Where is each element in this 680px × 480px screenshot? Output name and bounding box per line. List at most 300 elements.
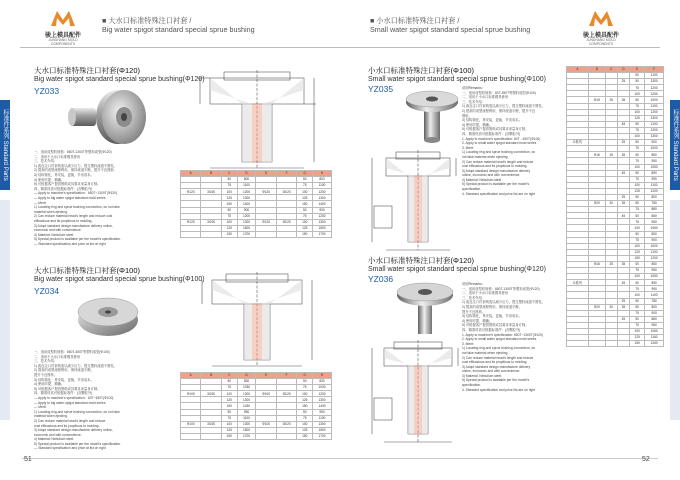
note-line: 5) 可根据客户提供图纸或其要求来量身订制。 [34,386,101,391]
table-cell: 900 [645,237,664,243]
table-header-cell: F [276,171,297,177]
table-cell [181,231,201,237]
left-header-cn: ■ 大水口标准特殊注口衬套 / [102,16,192,25]
brand-name: 骏上模具配件 [44,33,81,39]
table-cell: 50 [629,316,644,322]
note-line: specification. [462,187,482,192]
table-cell: 1200 [237,189,256,195]
note-line: online, economic and with convenience. [462,369,521,374]
table-cell: 990 [645,286,664,292]
note-line: 4) Material: Nebulium steel. [34,232,75,237]
table-header-cell: A [567,67,589,73]
note-line: 3. Merit: [462,341,474,346]
product-title-en: Big water spigot standard special sprue bushing(Φ100) [34,276,205,283]
table-cell [276,433,297,439]
table-cell: Φ120 [256,189,276,195]
note-line: 二、适用于大水口标准模具使用 [34,354,81,359]
note-line: 4) 使用时提，精确。 [462,318,493,323]
note-line: — Apply to big water spigot standard mold series [34,400,106,405]
table-cell: 100 [297,421,313,427]
note-line: not take material when ejecting. [462,154,509,159]
product-title-yz034 [34,266,205,284]
table-cell: 25 [617,79,629,85]
table-cell: Φ100 [181,421,201,427]
table-cell: 75 [629,219,644,225]
table-cell: 30 [605,201,617,207]
note-line: 提升不良图析。 [34,372,58,377]
table-cell: 125 [629,249,644,255]
table-cell: 1300 [237,397,256,403]
table-cell: 125 [297,427,313,433]
product-title-cn: 大水口标准特殊注口衬套(Φ100) [34,266,140,275]
table-cell: 1500 [313,427,332,433]
notes-yz034 [34,350,154,451]
table-cell: 50 [221,379,237,385]
table-cell: 150 [221,231,237,237]
table-cell: 800 [645,304,664,310]
table-cell: 30/20 [276,189,297,195]
table-cell: 35 [617,97,629,103]
table-cell: 890 [645,170,664,176]
note-line: — Apply to machine's specification：60T~450T(Φ100) [34,395,114,400]
note-line: 4) Material: Nebulium steel. [462,177,503,182]
table-cell: 45 [617,121,629,127]
table-cell: 30/20 [201,421,222,427]
table-cell: 100 [221,189,237,195]
table-cell: 1200 [645,188,664,194]
table-cell: 50 [629,121,644,127]
table-cell: 50 [629,152,644,158]
table-cell: 890 [645,280,664,286]
note-line: 提升不良图析。 [462,309,486,314]
table-cell: 75 [297,415,313,421]
note-line: 四、精准材质可根据标准件：(各颗粒外) [34,391,93,396]
note-line: — Apply to big water spigot standard mold series [34,195,106,200]
note-line: 1) 改良注口衬套构造以减少压力，提交塑料流道不圆性。 [462,104,545,109]
note-line: online, economic and with convenience. [462,173,521,178]
side-tab-cn: 标准件系列 [672,109,678,140]
table-cell: 100 [221,421,237,427]
table-cell: 1300 [237,219,256,225]
note-line: — Apply to machine's specification：650T~1300T(Φ120) [34,191,118,196]
note-line: 2) 提高的成型流程利用，保持流道平衡，提升不良图析。 [34,168,117,173]
table-cell: 830 [313,379,332,385]
note-line: 4) 使用时提，精确。 [462,122,493,127]
note-line: cost efficacious and its propitious to molding. [462,360,528,365]
table-cell: 1700 [313,231,332,237]
table-cell: 30/20 [201,391,222,397]
table-header-cell: D [237,373,256,379]
note-line: 三、技术介绍： [462,99,486,104]
table-cell: 1060 [645,329,664,335]
table-header-cell: C [221,373,237,379]
table-cell [276,231,297,237]
table-cell: 150 [297,403,313,409]
header-divider [340,47,660,48]
table-header-cell: F [645,67,664,73]
table-cell: 900 [313,207,332,213]
table-cell: 75 [629,127,644,133]
table-header-cell: G [297,171,313,177]
table-cell: 50 [629,231,644,237]
table-cell: Φ15 [588,97,605,103]
table-cell: 1300 [313,397,332,403]
product-code: YZ034 [34,286,60,296]
table-cell: 50 [221,409,237,415]
table-cell: 830 [237,379,256,385]
table-cell: 1300 [313,421,332,427]
brand-sub: JUNSHANG MOLD COMPONENTS [48,38,78,46]
table-cell: 1700 [237,231,256,237]
table-cell [605,341,617,347]
note-line: 4) 使用时提，精确。 [34,382,65,387]
spec-table-yz033 [180,170,332,238]
table-cell: 35 [617,152,629,158]
table-cell: 850 [645,152,664,158]
table-cell: 100 [297,391,313,397]
table-cell: 850 [645,262,664,268]
table-cell: 75 [629,158,644,164]
left-side-bar [0,200,10,420]
table-cell: 50 [629,97,644,103]
table-cell: 75 [629,207,644,213]
table-cell: Φ16 [588,152,605,158]
table-cell: 75 [629,237,644,243]
table-cell: 900 [645,310,664,316]
table-cell: 1050 [645,164,664,170]
table-cell: 125 [221,397,237,403]
product-code: YZ036 [368,274,394,284]
table-cell: 125 [221,195,237,201]
table-header-cell: B [201,171,222,177]
logo-mark-icon [50,8,76,28]
table-cell: 150 [629,341,644,347]
note-line: 2) Can reduce material head's length and reduce cost [34,214,113,219]
left-header [0,0,340,50]
table-cell: 1200 [237,213,256,219]
page-number: 51 [24,456,32,463]
table-cell: 25 [617,298,629,304]
table-cell: 75 [221,213,237,219]
note-line: 四、精准材质可根据标准件：(各颗粒外) [462,131,521,136]
table-cell: 125 [629,335,644,341]
table-header-cell: D [617,67,629,73]
note-line: 2) Can reduce material head's length and reduce [462,355,534,360]
note-line: 4. Standard specification and price list are on right [462,191,536,196]
note-line: economic and with convenience. [34,432,82,437]
table-cell: 1060 [645,225,664,231]
sprue-bushing-photo [74,290,144,340]
table-cell: 100 [629,243,644,249]
note-line: 说明Remarks: [462,282,483,286]
table-cell: 800 [645,194,664,200]
table-cell: Φ20 [588,304,605,310]
table-row [181,433,332,439]
left-header-title [102,16,255,34]
note-line: 3) 结构简化，易安装，更换，节省成本。 [34,172,94,177]
table-cell: 125 [297,195,313,201]
table-cell: 1700 [237,433,256,439]
table-cell: 125 [629,188,644,194]
table-cell: 75 [629,176,644,182]
table-cell: 30/20 [276,391,297,397]
note-line: 1. Apply to machine's specification: 60T - 450T(Φ100) [462,136,541,141]
note-line: economic and with convenience. [34,228,82,233]
right-page [340,0,680,480]
technical-drawing-yz035 [366,150,462,256]
note-line: 3) 结构简化，易安装，更换，节省成本。 [462,118,522,123]
table-cell: 50 [629,194,644,200]
note-line: 2) 提高的成型流程利用，保持流道平衡，提升不良 [462,108,536,113]
note-line: material when ejecting. [34,209,68,214]
table-cell: 1200 [645,127,664,133]
table-cell: 860 [645,213,664,219]
table-cell: 1050 [645,274,664,280]
note-line: — Standard specification and price at list on right [34,446,106,451]
table-cell: Φ100 [181,391,201,397]
table-cell: 25 [617,140,629,146]
table-cell: Φ100 [256,421,276,427]
note-line: 4) Material: Nebulium steel. [462,373,503,378]
table-cell: Φ120 [256,219,276,225]
right-header-en: Small water spigot standard special sprue bushing [370,25,531,34]
footer-divider [22,458,340,459]
table-cell: 100 [629,134,644,140]
note-line: 5) Special product is available per the model's [462,182,530,187]
table-cell [617,341,629,347]
note-line: 4) Material: Nebulium steel. [34,437,75,442]
table-cell: 50 [629,170,644,176]
table-cell: 50 [629,262,644,268]
note-line: 二、适用于小水口标准模具使用 [462,291,509,296]
table-cell: 50 [221,207,237,213]
table-cell: 990 [645,176,664,182]
table-cell: 50 [297,409,313,415]
right-header-cn: ■ 小水口标准特殊注口衬套 / [370,16,460,25]
table-header-cell: F [276,373,297,379]
note-line: — Merit: [34,405,47,410]
note-line: 三、技术介绍： [462,295,486,300]
table-cell: 780 [645,201,664,207]
product-title-en: Small water spigot standard special sprue bushing(Φ120) [368,266,546,273]
note-line: 图析。 [462,113,472,118]
table-cell: 25 [605,262,617,268]
table-header-cell: B [588,67,605,73]
table-cell: Φ120 [181,189,201,195]
note-line: 2) Can reduce material head's length and reduce [34,418,106,423]
note-line: 3) Adopt standard design manufacture delivery [462,364,531,369]
table-cell: 100 [297,189,313,195]
brand-logo [574,8,628,44]
note-line: 3. Merit: [462,145,474,150]
table-cell: 960 [645,219,664,225]
table-cell: 100 [221,391,237,397]
table-header-cell: C [221,171,237,177]
table-cell: 1260 [645,341,664,347]
table-cell: 1200 [645,85,664,91]
note-line: 5) Special product is available per the model's specification. [34,237,122,242]
left-side-tab [0,100,10,190]
table-cell: 30/20 [201,189,222,195]
table-cell [588,341,605,347]
table-cell: 1100 [237,183,256,189]
note-line: cost efficacious and its propitious to molding. [34,423,100,428]
table-cell [256,231,276,237]
table-cell: 880 [645,207,664,213]
note-line: 1. Apply to machine's specification: 650T~1300T(Φ120) [462,332,544,337]
table-cell: 1030 [237,385,256,391]
table-cell: 125 [297,397,313,403]
table-cell: 1200 [313,189,332,195]
table-cell: 800 [237,177,256,183]
table-cell: 1300 [237,195,256,201]
table-cell: 1300 [313,195,332,201]
brand-name: 骏上模具配件 [582,33,619,39]
table-cell: 1430 [237,403,256,409]
table-cell: 50 [629,298,644,304]
table-cell: 100 [629,274,644,280]
table-cell: 1100 [313,183,332,189]
product-title-yz035 [368,66,546,84]
note-line: 三、技术介绍： [34,359,58,364]
table-cell: 1500 [313,225,332,231]
table-row [181,231,332,237]
table-cell: 1200 [645,109,664,115]
table-cell: 35 [617,304,629,310]
note-line: 一、适用成型机规格：650T-1300T等塑料成型(Φ120) [34,150,112,154]
table-cell: 75 [297,183,313,189]
table-cell: 125 [221,225,237,231]
table-cell: 1100 [645,292,664,298]
table-cell: 30/20 [276,421,297,427]
table-cell: 1300 [313,219,332,225]
left-header-en: Big water spigot standard special sprue bushing [102,25,255,34]
table-cell: 50 [629,304,644,310]
right-side-tab [662,100,680,190]
table-header-cell: E [629,67,644,73]
table-cell: 30 [605,304,617,310]
table-cell: 75 [629,146,644,152]
table-cell: 150 [221,201,237,207]
product-code: YZ035 [368,84,394,94]
table-cell: 1700 [313,433,332,439]
table-cell: 780 [645,298,664,304]
table-cell: 1500 [237,225,256,231]
table-cell: 50 [629,73,644,79]
technical-drawing-yz036 [366,340,462,448]
product-title-en: Small water spigot standard special sprue bushing(Φ100) [368,76,546,83]
table-cell: 50 [297,379,313,385]
note-line: 2) 提高的成型流程利用，保持流道平衡， [34,368,94,373]
table-cell: 50 [297,207,313,213]
note-line: 1) Locating ring and sprue bushing connection, do not take [34,205,120,210]
table-cell: 30/20 [276,219,297,225]
note-line: 四、精准材质可根据标准件：(各颗粒外) [34,186,93,191]
table-cell: 1100 [645,121,664,127]
table-cell: G系列 [567,140,589,146]
table-cell [181,433,201,439]
table-cell: 1160 [645,335,664,341]
table-cell: 950 [313,409,332,415]
right-header-title [370,16,530,34]
table-cell: 1100 [237,415,256,421]
table-cell: 900 [645,140,664,146]
note-line: — Standard specification and price at list on right [34,241,106,246]
table-cell: 75 [221,415,237,421]
table-cell: 75 [629,310,644,316]
table-header-cell: H [313,373,332,379]
right-header [340,0,680,50]
table-cell: 100 [629,225,644,231]
table-cell: 100 [629,91,644,97]
technical-drawing-yz034 [196,268,318,372]
note-line: 2) 提高的成型流程利用，保持流道平衡， [462,304,522,309]
table-cell: 75 [629,286,644,292]
note-line: cost efficacious and its propitious to molding. [462,164,528,169]
table-cell: 50 [221,177,237,183]
sprue-bushing-photo [400,88,462,146]
table-cell: Φ20 [588,201,605,207]
note-line: 二、适用于小水口标准模具使用 [462,95,509,100]
table-cell: 1200 [313,213,332,219]
table-cell: 1100 [645,103,664,109]
table-header-cell: A [181,171,201,177]
table-cell: 1030 [313,385,332,391]
side-tab-en: Standard Parts [2,140,8,181]
table-cell: 45 [617,280,629,286]
note-line: 5) 可根据客户提供图纸或其要求来量身订制。 [462,127,529,132]
note-line: material when ejecting. [34,414,68,419]
note-line: efficacious and its propitious to molding. [34,218,93,223]
table-cell: 1250 [645,91,664,97]
sprue-bushing-photo [392,280,458,340]
table-cell: 150 [297,201,313,207]
note-line: 4. Standard specification and price list are on right [462,387,536,392]
table-cell: 125 [629,115,644,121]
table-cell [201,231,222,237]
right-side-bar [670,200,680,420]
note-line: 说明Remarks: [462,86,483,90]
table-cell: 25 [605,97,617,103]
note-line: 5) 可根据客户提供图纸或其要求来量身订制。 [34,182,101,187]
technical-drawing-yz033 [196,66,318,174]
table-header-cell: B [201,373,222,379]
table-cell: 1000 [645,97,664,103]
notes-yz033 [34,150,154,246]
table-cell: G系列 [567,280,589,286]
table-cell: 1000 [645,243,664,249]
table-cell: 75 [629,85,644,91]
table-cell: 100 [629,164,644,170]
table-cell: Φ120 [181,219,201,225]
note-line: 1) Locating ring and sprue bushing connection, do not take [34,409,120,414]
table-cell: 50 [629,79,644,85]
table-cell: 100 [221,219,237,225]
note-line: 二、适用于大水口标准模具使用 [34,154,81,159]
table-cell: 25 [617,194,629,200]
table-cell: 25 [605,152,617,158]
note-line: 2. Apply to small water spigot standard mold series [462,337,537,342]
table-cell: 1100 [645,249,664,255]
note-line: 5) 可根据客户提供图纸或其要求来量身订制。 [462,323,529,328]
note-line: 5) Special product is available per the model's [462,378,530,383]
table-header-cell: D [237,171,256,177]
table-cell: 45 [617,213,629,219]
table-cell: 950 [237,409,256,415]
table-header-cell: C [605,67,617,73]
table-cell: 35 [617,201,629,207]
note-line: not take material when ejecting. [462,350,509,355]
